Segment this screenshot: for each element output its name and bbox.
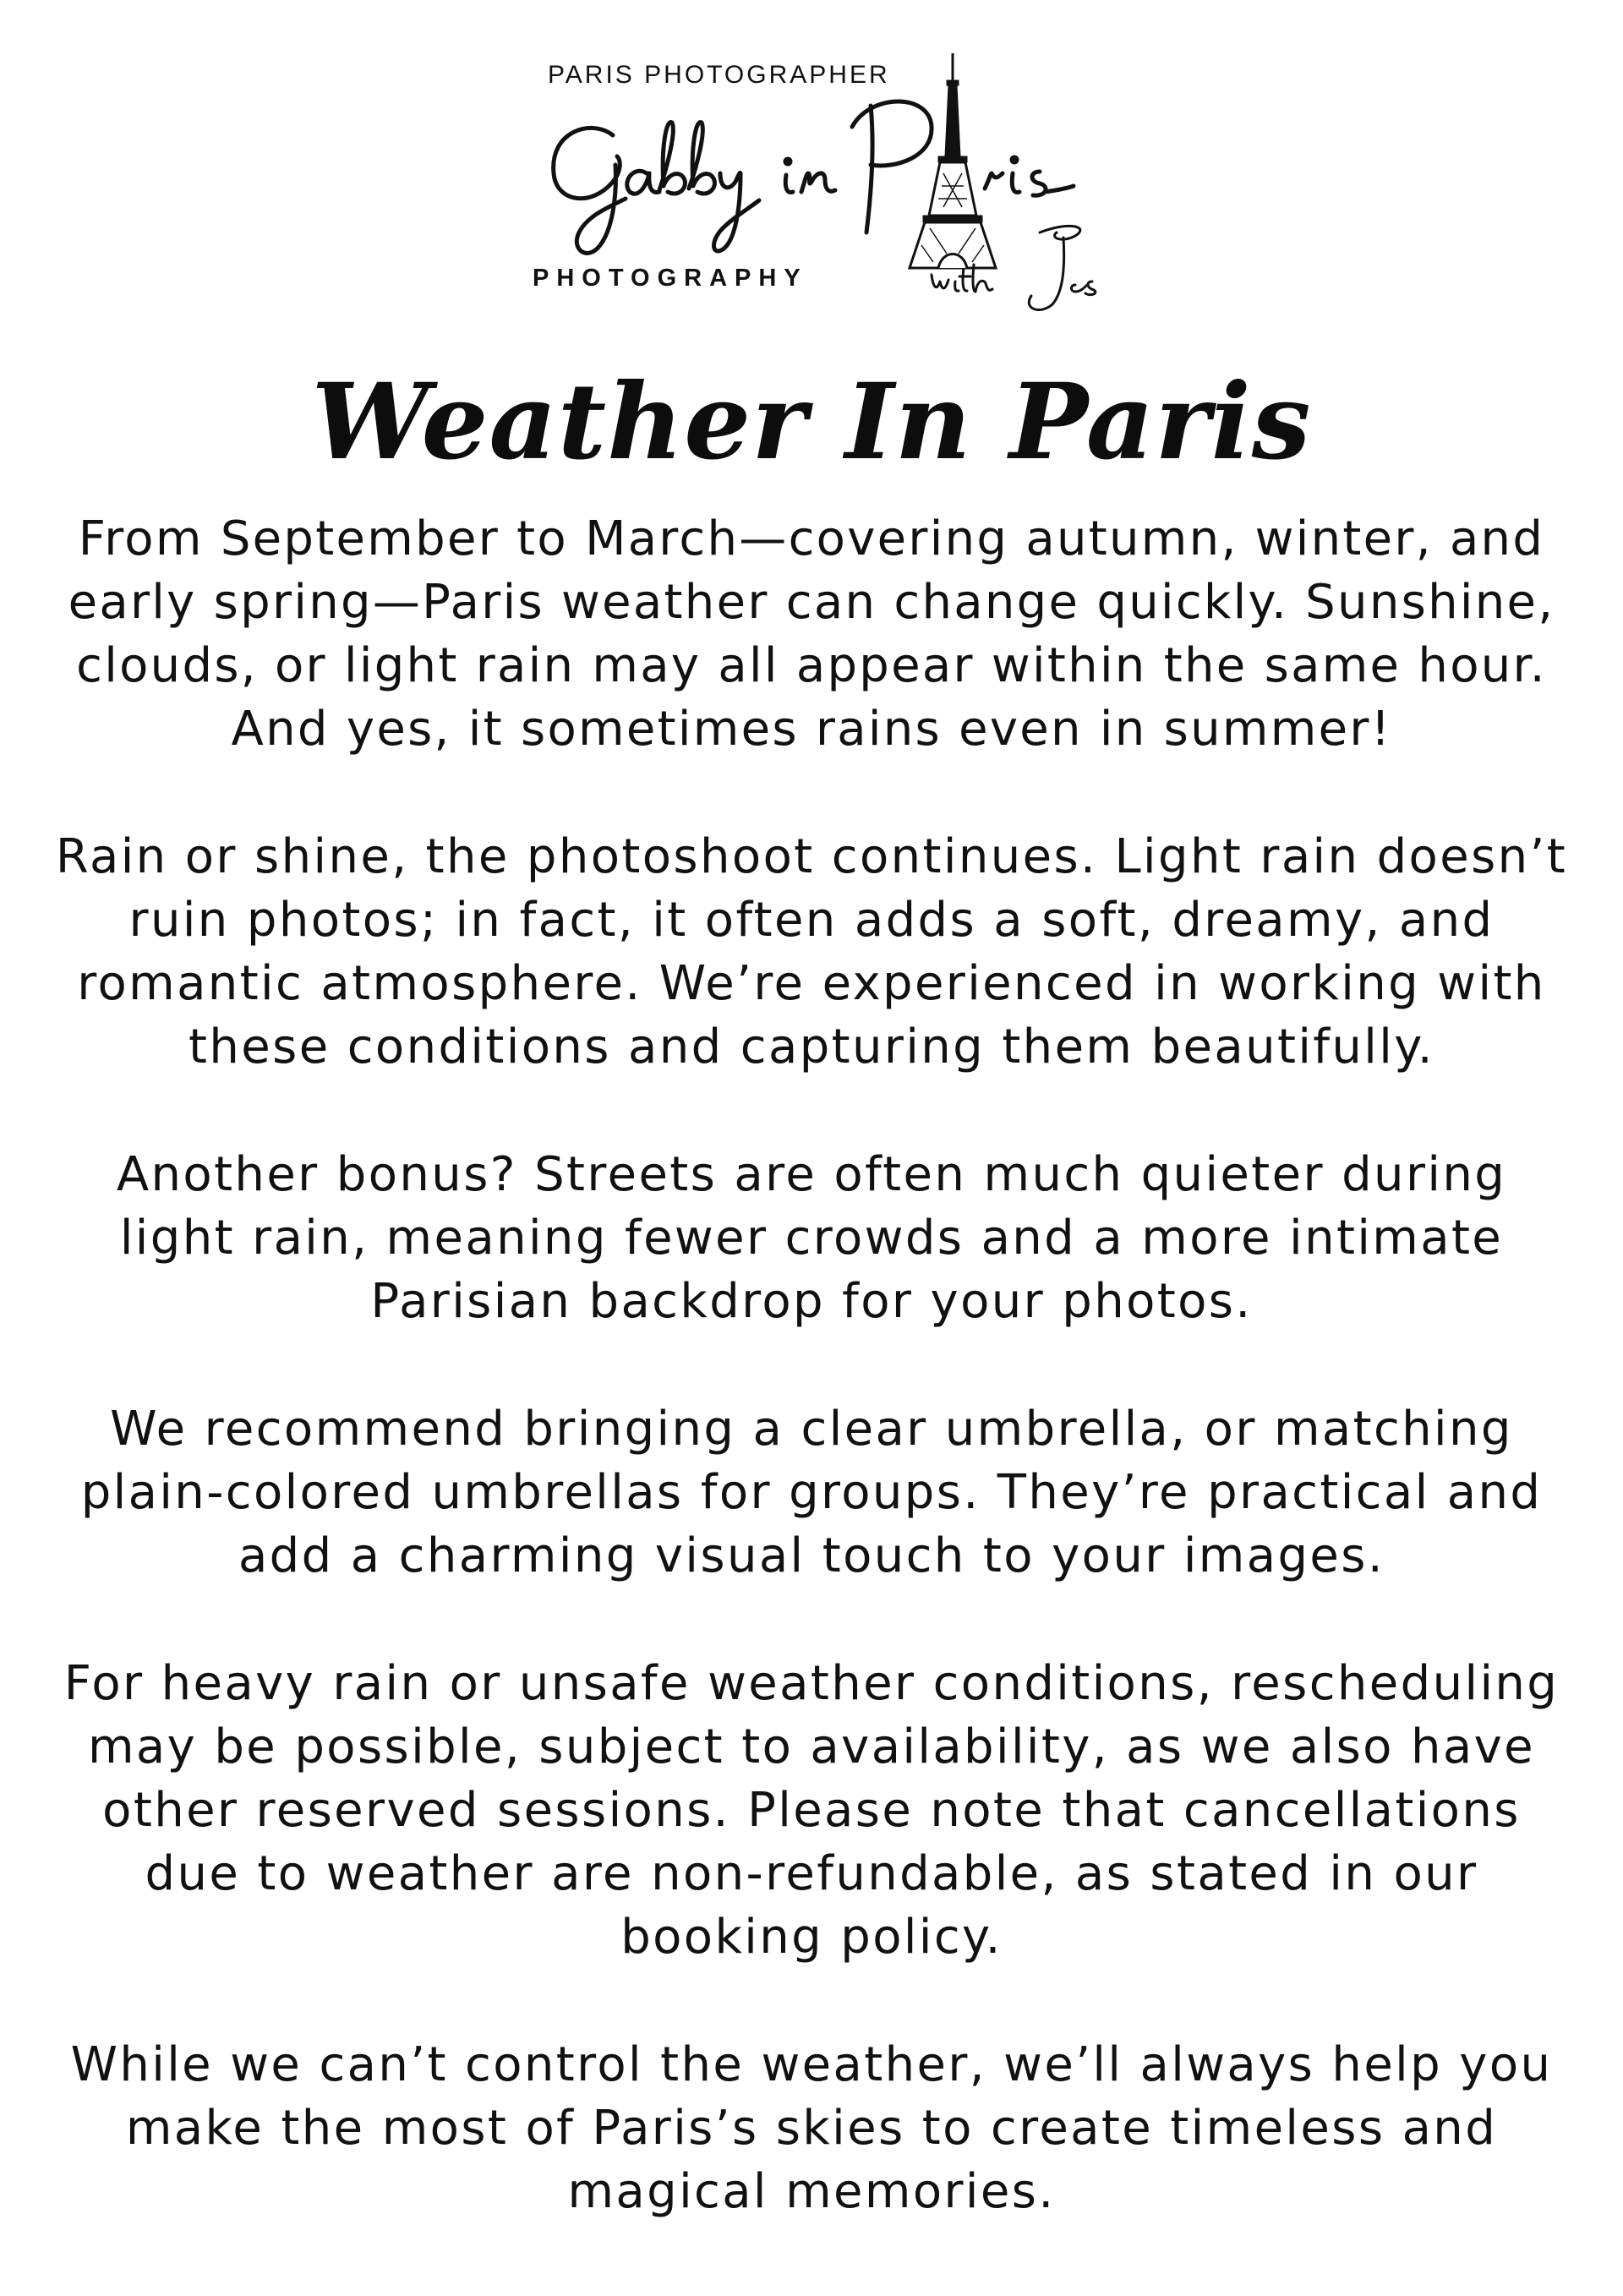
paragraph-rescheduling: For heavy rain or unsafe weather conditions, rescheduling may be possible, subject to availability, as we also have other reserved sessions. Please note that cancellations due to weather are non-refundable, as stated in our booking policy. (63, 1656, 1560, 1965)
logo-subtitle: PHOTOGRAPHY (533, 265, 808, 292)
page-title: Weather In Paris (311, 361, 1312, 484)
logo-tagline: PARIS PHOTOGRAPHER (548, 61, 890, 89)
paragraph-umbrella: We recommend bringing a clear umbrella, or matching plain-colored umbrellas for groups. They’re practical and add a charming visual touch to your images. (80, 1402, 1543, 1583)
logo-artwork (533, 46, 1107, 351)
eiffel-tower-icon (910, 53, 996, 268)
body-content (51, 507, 1572, 2288)
paragraph-rain-or-shine: Rain or shine, the photoshoot continues. Light rain doesn’t ruin photos; in fact, it often adds a soft, dreamy, and romantic atmosphere. We’re experienced in working with these conditions and capturing them beautifully. (55, 829, 1568, 1074)
paragraph-seasons: From September to March—covering autumn, winter, and early spring—Paris weather can change quickly. Sunshine, clouds, or light rain may all appear within the same hour. And yes, it sometimes rains even in summer! (68, 511, 1555, 757)
paragraph-closing: While we can’t control the weather, we’ll always help you make the most of Paris’s skies to create timeless and magical memories. (70, 2037, 1553, 2219)
brand-logo (533, 46, 1107, 351)
paragraph-bonus: Another bonus? Streets are often much quieter during light rain, meaning fewer crowds and a more intimate Parisian backdrop for your photos. (116, 1147, 1507, 1329)
